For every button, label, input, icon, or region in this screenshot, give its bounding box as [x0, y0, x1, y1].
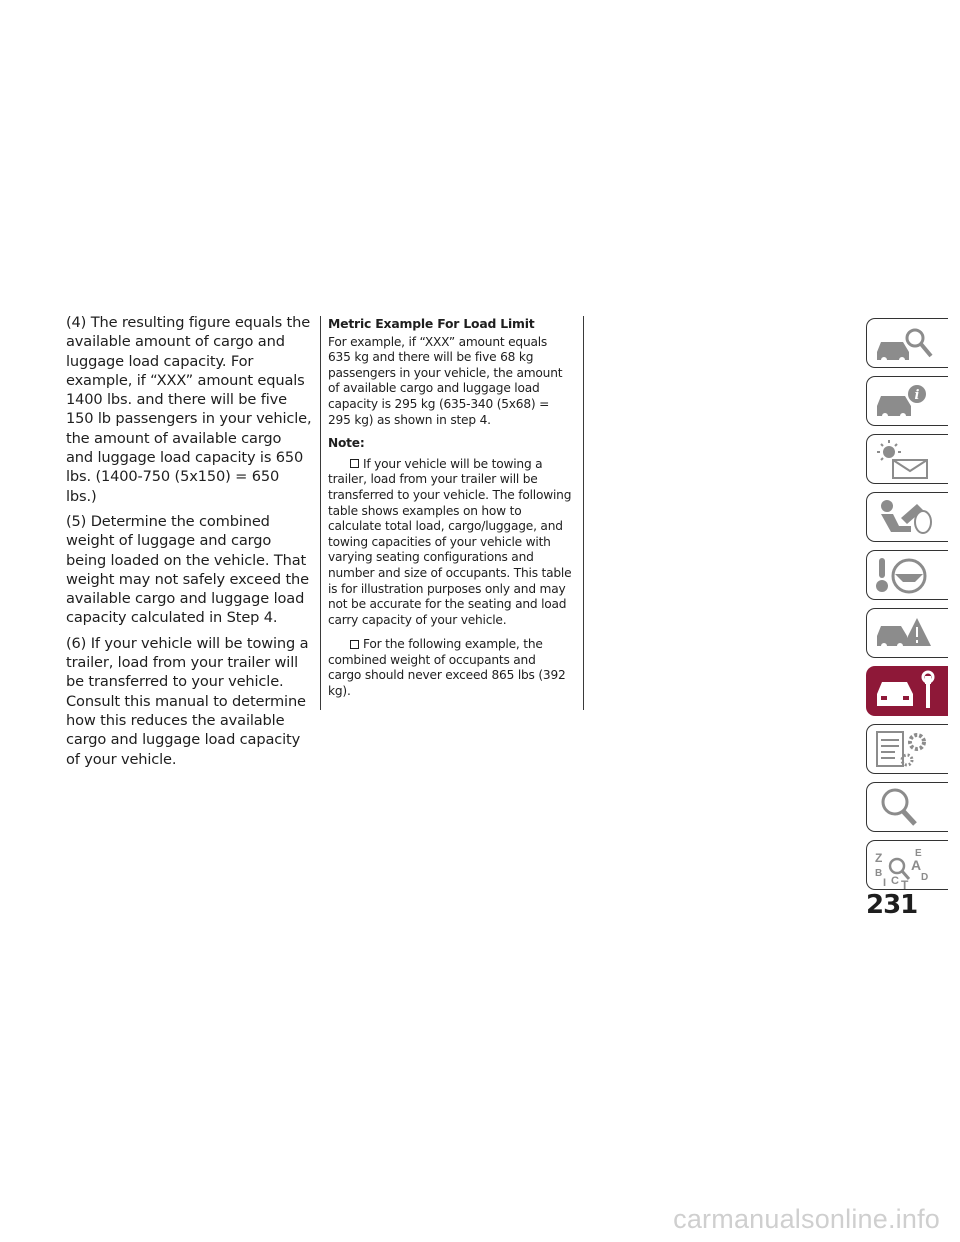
left-column [66, 313, 312, 775]
step-5-paragraph: (5) Determine the combined weight of luggage and cargo being loaded on the vehicle. That weight may not safely exceed the available cargo and luggage load capacity calculated in Step 4. [66, 512, 309, 627]
checkbox-bullet-icon [350, 640, 359, 649]
tab-getting-to-know-vehicle[interactable] [866, 318, 948, 368]
seat-airbag-icon [871, 496, 945, 538]
index-letter: D [921, 872, 929, 883]
car-service-icon [871, 670, 945, 712]
tab-in-case-of-emergency[interactable] [866, 608, 948, 658]
warning-light-message-icon [871, 438, 945, 480]
tab-safety[interactable] [866, 492, 948, 542]
index-letter: I [883, 877, 887, 889]
key-steering-wheel-icon [871, 554, 945, 596]
column-divider-right [583, 316, 584, 710]
tab-index[interactable] [866, 840, 948, 890]
index-letter: T [901, 878, 909, 890]
step-4-paragraph: (4) The resulting figure equals the available amount of cargo and luggage load capacity. For example, if “XXX” amount equals 1400 lbs. and there will be five 150 lb passengers in your vehicle, the amount of available cargo and luggage load capacity is 650 lbs. (1400-750 (5x150) = 650 lbs.) [66, 314, 312, 505]
metric-example-paragraph: For example, if “XXX” amount equals 635 kg and there will be five 68 kg passengers in your vehicle, the amount of available cargo and luggage load capacity is 295 kg (635-340 (5x68) = 295 kg) as shown in step 4. [328, 334, 563, 427]
tab-warning-lights[interactable] [866, 434, 948, 484]
car-search-icon [871, 322, 945, 364]
alphabetical-index-icon [871, 844, 945, 890]
index-letter: Z [875, 851, 883, 865]
svg-text:i: i [914, 388, 920, 403]
spec-list-gear-icon [871, 728, 945, 770]
column-divider-left [320, 316, 321, 710]
tab-starting-operating[interactable] [866, 550, 948, 600]
index-letter: E [915, 848, 922, 859]
step-6-paragraph: (6) If your vehicle will be towing a trailer, load from your trailer will be transferred to your vehicle. Consult this manual to determine how this reduces the available cargo and luggage load capacity of your vehicle. [66, 634, 309, 768]
note-bullet [328, 637, 572, 699]
watermark: carmanualsonline.info [673, 1204, 940, 1234]
page-number: 231 [866, 890, 918, 920]
magnifier-icon [871, 786, 945, 828]
note-bullet [328, 457, 572, 629]
section-heading: Metric Example For Load Limit [328, 316, 535, 331]
index-letter: C [891, 875, 899, 887]
tab-multimedia[interactable] [866, 782, 948, 832]
index-letter: B [875, 868, 883, 879]
checkbox-bullet-icon [350, 459, 359, 468]
tab-vehicle-info[interactable] [866, 376, 948, 426]
index-letter: A [911, 857, 922, 873]
note-label: Note: [328, 436, 365, 451]
note-bullet-text: For the following example, the combined weight of occupants and cargo should never exceed 865 lbs (392 kg). [328, 637, 566, 699]
tab-technical-specifications[interactable] [866, 724, 948, 774]
right-column [328, 316, 572, 709]
car-emergency-icon [871, 612, 945, 654]
note-bullet-text: If your vehicle will be towing a trailer, load from your trailer will be transferred to your vehicle. The following table shows examples on how to calculate total load, cargo/luggage, and towing capacities of your vehicle with varying seating configurations and number and size of occupants. This table is for illustration purposes only and may not be accurate for the seating and load carry capacity of your vehicle. [328, 456, 572, 627]
tab-servicing-maintenance[interactable] [866, 666, 948, 716]
car-info-icon [871, 380, 945, 422]
